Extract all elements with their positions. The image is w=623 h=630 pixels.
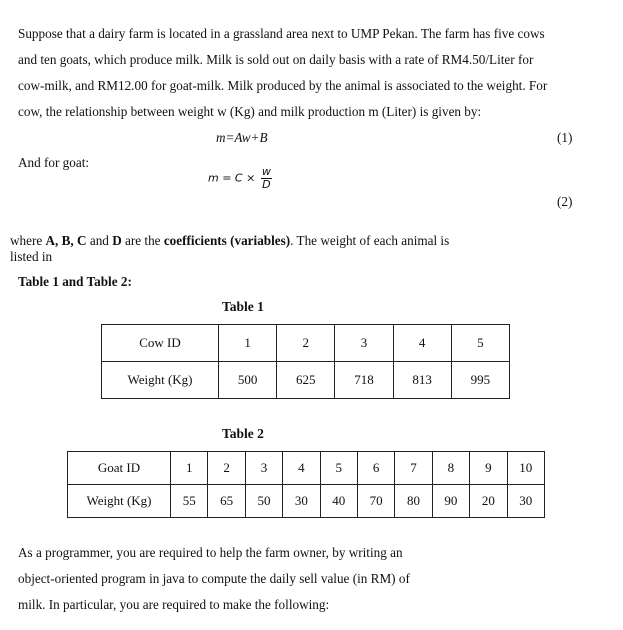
where-bold-d: D: [112, 233, 122, 248]
table-header-cell: Weight (Kg): [68, 485, 171, 518]
equation-1-number: (1): [557, 130, 573, 145]
closing-line: As a programmer, you are required to help the farm owner, by writing an: [18, 545, 403, 560]
table-cell: 90: [432, 485, 469, 518]
table-cell: 9: [470, 452, 507, 485]
table-cell: 30: [507, 485, 544, 518]
table-row: [68, 485, 545, 518]
table-cell: 4: [393, 325, 451, 362]
equation-2-denominator: D: [262, 178, 271, 191]
where-suffix: . The weight of each animal is listed in: [10, 233, 450, 264]
intro-line: cow, the relationship between weight w (Kg) and milk production m (Liter) is given by:: [18, 104, 482, 119]
table-cell: 813: [393, 362, 451, 399]
table-row: [102, 325, 510, 362]
table-cell: 2: [277, 325, 335, 362]
table-cell: 1: [219, 325, 277, 362]
where-mid: are the: [121, 233, 164, 248]
equation-1: m=Aw+B: [216, 130, 268, 145]
goat-weight-table: [67, 451, 545, 518]
table-cell: 40: [320, 485, 357, 518]
table-cell: 50: [245, 485, 282, 518]
table-cell: 20: [470, 485, 507, 518]
table-cell: 3: [335, 325, 393, 362]
table-header-cell: Goat ID: [68, 452, 171, 485]
table-cell: 80: [395, 485, 432, 518]
table-cell: 5: [320, 452, 357, 485]
table-cell: 8: [432, 452, 469, 485]
where-bold-coefficients: A, B, C: [45, 233, 87, 248]
closing-line: milk. In particular, you are required to make the following:: [18, 597, 330, 612]
table-cell: 30: [283, 485, 320, 518]
intro-paragraph: [18, 21, 603, 125]
table-cell: 2: [208, 452, 245, 485]
table-cell: 718: [335, 362, 393, 399]
table-cell: 70: [357, 485, 394, 518]
closing-paragraph: [18, 540, 603, 618]
tables-intro: Table 1 and Table 2:: [18, 274, 132, 289]
table-2-title: Table 2: [222, 426, 264, 441]
table-header-cell: Cow ID: [102, 325, 219, 362]
intro-line: Suppose that a dairy farm is located in a grassland area next to UMP Pekan. The farm has five cows: [18, 26, 545, 41]
where-prefix: where: [10, 233, 46, 248]
intro-line: and ten goats, which produce milk. Milk is sold out on daily basis with a rate of RM4.50/Liter for: [18, 52, 534, 67]
equation-2-number: (2): [557, 194, 573, 209]
table-cell: 1: [171, 452, 208, 485]
table-header-cell: Weight (Kg): [102, 362, 219, 399]
equation-2: [208, 166, 272, 191]
table-row: [68, 452, 545, 485]
where-paragraph: [10, 233, 470, 265]
equation-2-left: m = C ×: [208, 171, 256, 185]
table-cell: 3: [245, 452, 282, 485]
table-cell: 4: [283, 452, 320, 485]
where-mid: and: [86, 233, 113, 248]
table-cell: 500: [219, 362, 277, 399]
closing-line: object-oriented program in java to compute the daily sell value (in RM) of: [18, 571, 410, 586]
intro-line: cow-milk, and RM12.00 for goat-milk. Milk produced by the animal is associated to the weight. For: [18, 78, 548, 93]
goat-intro: And for goat:: [18, 155, 90, 170]
where-bold-variables: coefficients (variables): [163, 233, 291, 248]
table-cell: 5: [451, 325, 509, 362]
table-1-title: Table 1: [222, 299, 264, 314]
equation-2-numerator: w: [261, 165, 271, 178]
cow-weight-table: [101, 324, 510, 399]
table-cell: 995: [451, 362, 509, 399]
table-cell: 65: [208, 485, 245, 518]
table-cell: 7: [395, 452, 432, 485]
table-cell: 6: [357, 452, 394, 485]
table-cell: 625: [277, 362, 335, 399]
table-cell: 55: [171, 485, 208, 518]
table-cell: 10: [507, 452, 544, 485]
equation-2-fraction: [261, 166, 272, 191]
table-row: [102, 362, 510, 399]
